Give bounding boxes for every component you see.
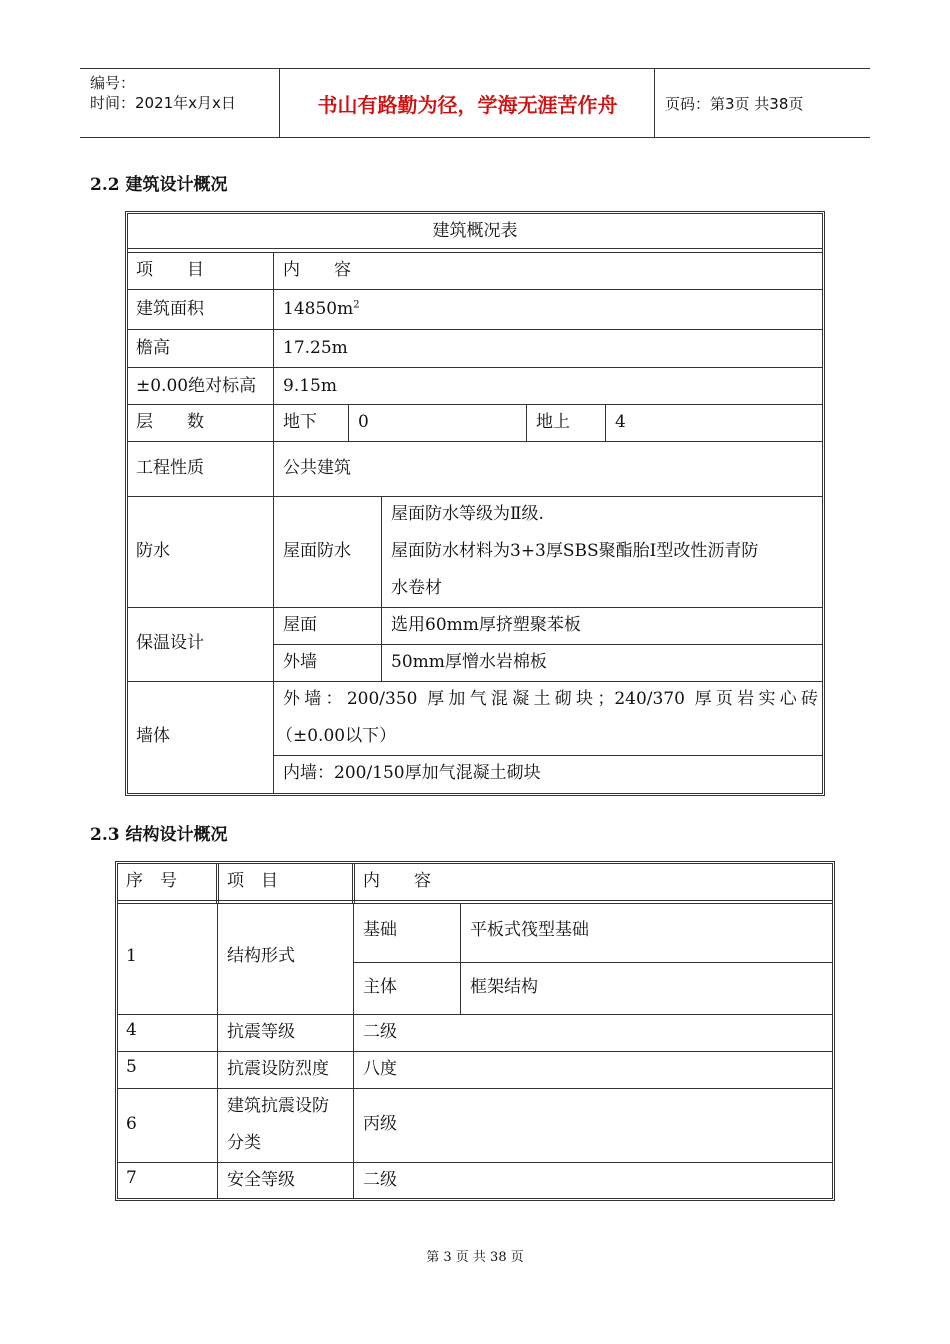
roof-value: 选用60mm厚挤塑聚苯板 <box>391 615 581 635</box>
header-page-info: 页码：第3页 共38页 <box>665 94 804 113</box>
wall-outer-line1: 外墙：200/350 厚加气混凝土砌块；240/370 厚页岩实心砖 <box>283 689 818 709</box>
row-item: 抗震设防烈度 <box>227 1059 329 1079</box>
area-value: $14850m^2$ <box>283 299 360 319</box>
head-content: 内 容 <box>363 871 431 891</box>
section-title-structure: 2.3 结构设计概况 <box>90 825 228 845</box>
row-divider <box>118 903 832 904</box>
architecture-table <box>125 211 825 796</box>
row-item-line2: 分类 <box>227 1133 261 1153</box>
roof-label: 屋面 <box>283 615 317 635</box>
row-no: 4 <box>126 1020 137 1040</box>
row-value: 丙级 <box>363 1114 397 1134</box>
foundation-label: 基础 <box>363 920 397 940</box>
col-divider <box>460 903 461 1014</box>
roof-waterproof-line2: 屋面防水材料为3+3厚SBS聚酯胎I型改性沥青防 <box>391 541 759 561</box>
col-divider <box>348 404 349 441</box>
col-divider <box>216 864 219 903</box>
roof-waterproof-label: 屋面防水 <box>283 541 351 561</box>
row-divider <box>354 962 832 963</box>
number-label: 编号： <box>90 74 136 92</box>
col-divider <box>273 252 274 793</box>
area-label: 建筑面积 <box>136 299 204 319</box>
row-no: 1 <box>126 946 137 966</box>
above-ground-label: 地上 <box>536 412 570 432</box>
row-divider <box>128 289 822 290</box>
head-item: 项 目 <box>227 871 278 891</box>
waterproof-label: 防水 <box>136 541 170 561</box>
main-structure-value: 框架结构 <box>470 977 538 997</box>
page-header <box>80 68 870 138</box>
row-divider <box>118 1088 832 1089</box>
head-item: 项 目 <box>136 260 204 280</box>
table-title: 建筑概况表 <box>432 221 518 241</box>
row-divider <box>118 1162 832 1163</box>
main-structure-label: 主体 <box>363 977 397 997</box>
row-no: 7 <box>126 1168 137 1188</box>
head-content: 内 容 <box>283 260 351 280</box>
row-divider <box>118 1051 832 1052</box>
row-value: 二级 <box>363 1170 397 1190</box>
row-divider <box>128 441 822 442</box>
elevation-label: ±0.00绝对标高 <box>136 376 257 396</box>
row-no: 6 <box>126 1114 137 1134</box>
row-item: 结构形式 <box>227 946 295 966</box>
row-divider <box>128 329 822 330</box>
header-meta <box>80 69 280 137</box>
row-value: 二级 <box>363 1022 397 1042</box>
insulation-label: 保温设计 <box>136 633 204 653</box>
row-no: 5 <box>126 1057 137 1077</box>
below-ground-label: 地下 <box>283 412 317 432</box>
col-divider <box>217 903 218 1198</box>
area-unit-sup: 2 <box>353 299 360 311</box>
col-divider <box>381 496 382 681</box>
structure-table <box>115 861 835 1201</box>
row-divider <box>118 900 832 901</box>
row-divider <box>118 1014 832 1015</box>
wall-outer-line2: （±0.00以下） <box>276 726 397 746</box>
row-value: 八度 <box>363 1059 397 1079</box>
roof-waterproof-line1: 屋面防水等级为Ⅱ级. <box>391 504 544 524</box>
row-item-line1: 建筑抗震设防 <box>227 1096 329 1116</box>
floors-label: 层 数 <box>136 412 204 432</box>
wall-label: 墙体 <box>136 726 170 746</box>
below-ground-value: 0 <box>358 412 369 432</box>
row-divider <box>128 248 822 249</box>
nature-value: 公共建筑 <box>283 458 351 478</box>
col-divider <box>353 903 354 1198</box>
col-divider <box>352 864 355 903</box>
row-divider <box>128 252 822 253</box>
page-footer: 第 3 页 共 38 页 <box>426 1250 524 1265</box>
eave-label: 檐高 <box>136 338 170 358</box>
col-divider <box>526 404 527 441</box>
time-label: 时间：2021年x月x日 <box>90 94 236 112</box>
section-title-architecture: 2.2 建筑设计概况 <box>90 175 228 195</box>
head-no: 序 号 <box>126 871 177 891</box>
elevation-value: 9.15m <box>283 376 337 396</box>
row-divider <box>273 644 822 645</box>
outer-wall-label: 外墙 <box>283 652 317 672</box>
outer-wall-value: 50mm厚憎水岩棉板 <box>391 652 547 672</box>
row-item: 安全等级 <box>227 1170 295 1190</box>
roof-waterproof-line3: 水卷材 <box>391 578 442 598</box>
col-divider <box>605 404 606 441</box>
row-item: 抗震等级 <box>227 1022 295 1042</box>
eave-value: 17.25m <box>283 338 348 358</box>
header-motto: 书山有路勤为径，学海无涯苦作舟 <box>281 69 655 137</box>
foundation-value: 平板式筏型基础 <box>470 920 589 940</box>
nature-label: 工程性质 <box>136 458 204 478</box>
wall-inner: 内墙：200/150厚加气混凝土砌块 <box>283 763 541 783</box>
above-ground-value: 4 <box>615 412 626 432</box>
